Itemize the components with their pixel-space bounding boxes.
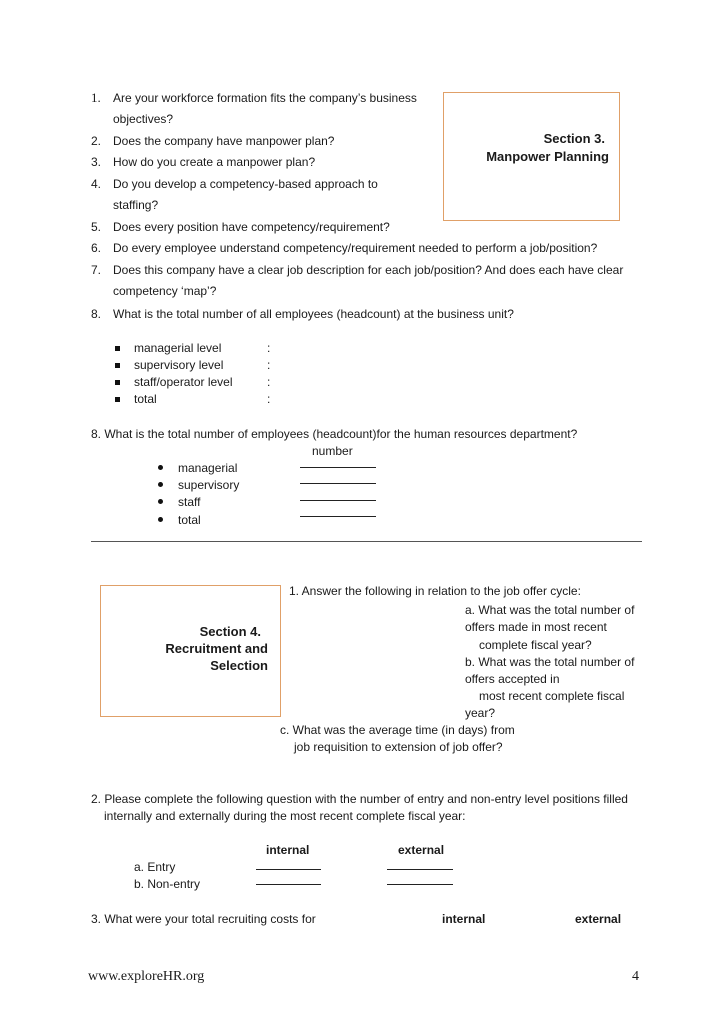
question-text: 2. Please complete the following question with the number of entry and non-entry level positions filled	[91, 792, 628, 806]
list-item-label: managerial	[178, 461, 238, 475]
question-text: Does the company have manpower plan?	[113, 134, 335, 148]
list-item-separator: :	[267, 358, 271, 372]
section4-subtitle-line2: Selection	[210, 658, 268, 673]
question-text: objectives?	[113, 112, 174, 126]
section4-subtitle-line1: Recruitment and	[165, 641, 268, 656]
question-number: 4.	[91, 177, 102, 191]
question-number: 3.	[91, 155, 102, 169]
list-item-label: staff	[178, 495, 201, 509]
list-item-label: total	[134, 392, 157, 406]
list-item-label: managerial level	[134, 341, 222, 355]
list-item-label: total	[178, 513, 201, 527]
question-text: job requisition to extension of job offer?	[294, 740, 503, 754]
question-text: Do you develop a competency-based approach to	[113, 177, 378, 191]
question-text: offers accepted in	[465, 672, 560, 686]
section4-title: Section 4.	[199, 624, 261, 639]
table-row-label: b. Non-entry	[134, 877, 201, 891]
question-text: a. What was the total number of	[465, 603, 635, 617]
recruiting-internal-label: internal	[442, 912, 486, 926]
table-row-label: a. Entry	[134, 860, 176, 874]
square-bullet-icon	[115, 380, 120, 385]
hr-column-label: number	[312, 444, 353, 458]
question-text: most recent complete fiscal	[479, 689, 625, 703]
square-bullet-icon	[115, 346, 120, 351]
entry-external-answer-line[interactable]	[387, 869, 453, 870]
question-text: offers made in most recent	[465, 620, 607, 634]
hr-total-answer-line[interactable]	[300, 516, 376, 517]
question-text: 1. Answer the following in relation to the job offer cycle:	[289, 584, 581, 598]
question-text: internally and externally during the most recent complete fiscal year:	[104, 809, 466, 823]
hr-managerial-answer-line[interactable]	[300, 467, 376, 468]
hr-supervisory-answer-line[interactable]	[300, 483, 376, 484]
page-number: 4	[632, 969, 639, 984]
list-item-label: supervisory level	[134, 358, 224, 372]
question-number: 2.	[91, 134, 102, 148]
nonentry-internal-answer-line[interactable]	[256, 884, 321, 885]
footer-website: www.exploreHR.org	[88, 969, 205, 984]
list-item-label: supervisory	[178, 478, 240, 492]
question-number: 6.	[91, 241, 102, 255]
list-item-label: staff/operator level	[134, 375, 233, 389]
question-text: Does every position have competency/requirement?	[113, 220, 390, 234]
round-bullet-icon	[158, 517, 163, 522]
external-column-header: external	[398, 843, 445, 857]
question-number: 5.	[91, 220, 102, 234]
question-text: Are your workforce formation fits the company’s business	[113, 91, 417, 105]
recruiting-costs-question: 3. What were your total recruiting costs for	[91, 912, 316, 926]
question-text: year?	[465, 706, 496, 720]
round-bullet-icon	[158, 482, 163, 487]
square-bullet-icon	[115, 397, 120, 402]
nonentry-external-answer-line[interactable]	[387, 884, 453, 885]
square-bullet-icon	[115, 363, 120, 368]
round-bullet-icon	[158, 465, 163, 470]
question-text: How do you create a manpower plan?	[113, 155, 316, 169]
question-number: 7.	[91, 263, 102, 277]
question-text: c. What was the average time (in days) from	[280, 723, 515, 737]
round-bullet-icon	[158, 499, 163, 504]
question-number: 8.	[91, 307, 102, 321]
entry-internal-answer-line[interactable]	[256, 869, 321, 870]
question-text: complete fiscal year?	[479, 638, 592, 652]
list-item-separator: :	[267, 375, 271, 389]
section3-title: Section 3.	[543, 131, 605, 146]
question-text: Does this company have a clear job description for each job/position? And does each have clear	[113, 263, 624, 277]
question-text: staffing?	[113, 198, 159, 212]
question-text: b. What was the total number of	[465, 655, 635, 669]
question-text: What is the total number of all employees (headcount) at the business unit?	[113, 307, 514, 321]
internal-column-header: internal	[266, 843, 310, 857]
question-text: Do every employee understand competency/requirement needed to perform a job/position?	[113, 241, 598, 255]
hr-question: 8. What is the total number of employees (headcount)for the human resources department?	[91, 427, 578, 441]
recruiting-external-label: external	[575, 912, 622, 926]
hr-staff-answer-line[interactable]	[300, 500, 376, 501]
section-divider	[91, 541, 642, 542]
question-text: competency ‘map’?	[113, 284, 217, 298]
list-item-separator: :	[267, 392, 271, 406]
section3-subtitle: Manpower Planning	[486, 149, 609, 164]
list-item-separator: :	[267, 341, 271, 355]
question-number: 1.	[91, 90, 101, 105]
